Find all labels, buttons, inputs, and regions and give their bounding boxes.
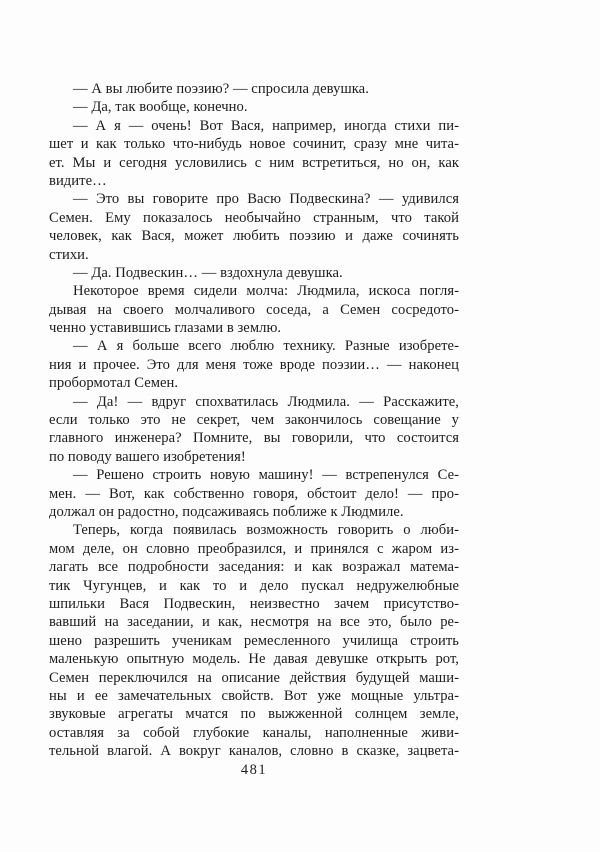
text-line: пробормотал Семен. <box>49 375 179 392</box>
text-line: мен. — Вот, как собственно говоря, обстоит дело! — про- <box>49 485 459 502</box>
text-line: если только это не секрет, чем закончилось совещание у <box>49 412 459 429</box>
text-line: шено разрешить ученикам ремесленного училища строить <box>49 632 459 649</box>
text-line: дывая на своего молчаливого соседа, а Семен сосредото- <box>49 301 459 318</box>
text-line: по поводу вашего изобретения! <box>49 448 246 465</box>
text-line: — Решено строить новую машину! — встрепенулся Се- <box>73 467 459 484</box>
text-line: Некоторое время сидели молча: Людмила, искоса погля- <box>73 283 459 300</box>
text-line: видите… <box>49 172 107 189</box>
text-line: — Да. Подвескин… — вздохнула девушка. <box>73 264 343 281</box>
text-line: — Это вы говорите про Васю Подвескина? — удивился <box>73 191 459 208</box>
text-line: — Да, так вообще, конечно. <box>73 99 248 116</box>
text-line: должал он радостно, подсаживаясь поближе к Людмиле. <box>49 503 404 520</box>
text-line: — А вы любите поэзию? — спросила девушка. <box>73 81 369 97</box>
text-line: шет и как только что-нибудь новое сочинит, сразу мне чита- <box>49 136 459 153</box>
text-line: ет. Мы и сегодня условились с ним встретиться, но он, как <box>49 154 459 171</box>
text-line: Семен. Ему показалось необычайно странным, что такой <box>49 209 459 226</box>
text-block <box>49 80 459 760</box>
text-line: тик Чугунцев, и как то и дело пускал недружелюбные <box>49 577 459 594</box>
text-line: главного инженера? Помните, вы говорили, что состоится <box>49 430 459 447</box>
text-line: тельной влагой. А вокруг каналов, словно в сказке, зацвета- <box>49 743 459 760</box>
text-line: Семен переключился на описание действия будущей маши- <box>49 669 459 686</box>
text-line: оставляя за собой глубокие каналы, наполненные живи- <box>49 724 459 741</box>
text-line: — А я больше всего люблю технику. Разные изобрете- <box>73 338 459 355</box>
text-line: ченно уставившись глазами в землю. <box>49 320 282 337</box>
text-line: шпильки Вася Подвескин, неизвестно зачем присутство- <box>49 595 459 612</box>
text-line: лагать все подробности заседания: и как возражал матема- <box>49 559 459 576</box>
text-line: стихи. <box>49 246 89 263</box>
text-line: вавший на заседании, и как, несмотря на все это, было ре- <box>49 614 459 631</box>
text-line: — А я — очень! Вот Вася, например, иногда стихи пи- <box>73 117 459 134</box>
text-line: Теперь, когда появилась возможность говорить о люби- <box>73 522 459 539</box>
text-line: мом деле, он словно преобразился, и принялся с жаром из- <box>49 540 459 557</box>
page-number: 481 <box>240 762 268 778</box>
text-line: ния и прочее. Это для меня тоже вроде поэзии… — наконец <box>49 356 459 373</box>
text-line: звуковые агрегаты мчатся по выжженной солнцем земле, <box>49 706 459 723</box>
text-line: человек, как Вася, может любить поэзию и даже сочинять <box>49 228 459 245</box>
text-line: ны и ее замечательных свойств. Вот уже мощные ультра- <box>49 687 459 704</box>
text-line: маленькую опытную модель. Не давая девушке открыть рот, <box>49 651 459 668</box>
text-line: — Да! — вдруг спохватилась Людмила. — Расскажите, <box>73 393 459 410</box>
